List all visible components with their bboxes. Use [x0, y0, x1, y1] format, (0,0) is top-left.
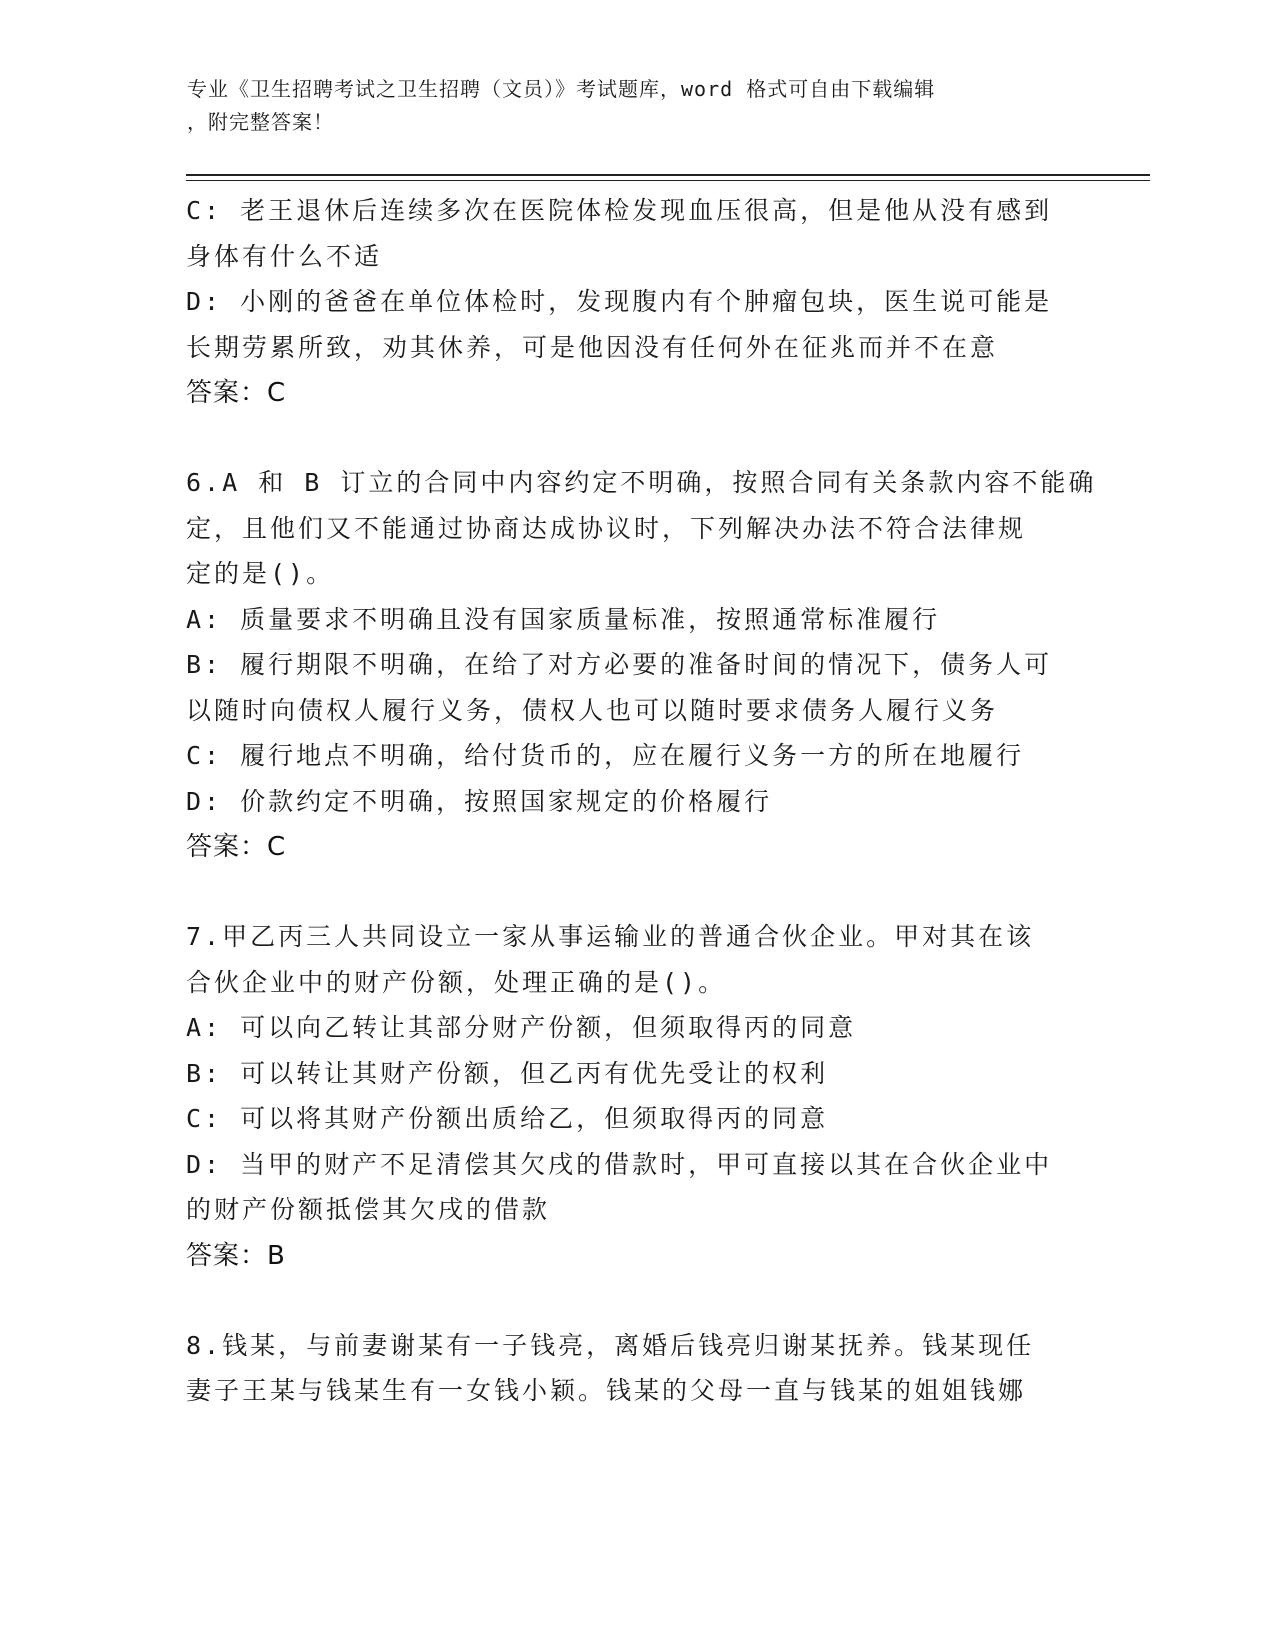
question-6-option: B: 履行期限不明确，在给了对方必要的准备时间的情况下，债务人可: [186, 650, 1053, 679]
question-6-option: D: 价款约定不明确，按照国家规定的价格履行: [186, 786, 773, 816]
question-6-option: A: 质量要求不明确且没有国家质量标准，按照通常标准履行: [186, 604, 941, 634]
question-5-line: C: 老王退休后连续多次在医院体检发现血压很高，但是他从没有感到: [186, 196, 1053, 225]
document-header: [187, 73, 1067, 139]
spacer: [186, 1279, 1086, 1323]
question-5-line: D: 小刚的爸爸在单位体检时，发现腹内有个肿瘤包块，医生说可能是: [186, 287, 1053, 316]
document-body: [186, 188, 1097, 1414]
question-8-line: 8.钱某，与前妻谢某有一子钱亮，离婚后钱亮归谢某抚养。钱某现任: [186, 1330, 1035, 1360]
header-line-1: 专业《卫生招聘考试之卫生招聘（文员）》考试题库，word 格式可自由下载编辑: [187, 77, 936, 101]
question-8-block: [186, 1323, 1086, 1414]
spacer: [186, 870, 1086, 914]
question-7-option: C: 可以将其财产份额出质给乙，但须取得丙的同意: [186, 1104, 829, 1133]
question-7-line: 7.甲乙丙三人共同设立一家从事运输业的普通合伙企业。甲对其在该: [186, 922, 1035, 951]
question-7-option: 的财产份额抵偿其欠戌的借款: [186, 1195, 551, 1224]
question-6-line: 6.A 和 B 订立的合同中内容约定不明确，按照合同有关条款内容不能确: [186, 468, 1097, 497]
question-6-line: 定的是()。: [186, 559, 335, 588]
header-rule-thick: [186, 174, 1150, 176]
question-7-option: D: 当甲的财产不足清偿其欠戌的借款时，甲可直接以其在合伙企业中: [186, 1149, 1053, 1179]
question-8-line: 妻子王某与钱某生有一女钱小颖。钱某的父母一直与钱某的姐姐钱娜: [186, 1376, 1027, 1405]
question-6-option: C: 履行地点不明确，给付货币的，应在履行义务一方的所在地履行: [186, 741, 1025, 770]
question-7-line: 合伙企业中的财产份额，处理正确的是()。: [186, 967, 727, 997]
question-7-block: [186, 914, 1086, 1279]
header-rule-thin: [186, 180, 1150, 181]
question-7-answer: 答案：B: [186, 1240, 286, 1271]
question-6-line: 定，且他们又不能通过协商达成协议时，下列解决办法不符合法律规: [186, 513, 1027, 543]
question-6-option: 以随时向债权人履行义务，债权人也可以随时要求债务人履行义务: [186, 695, 999, 725]
question-7-option: A: 可以向乙转让其部分财产份额，但须取得丙的同意: [186, 1013, 857, 1042]
question-5-block: [186, 188, 1086, 416]
question-6-block: [186, 460, 1097, 870]
question-7-option: B: 可以转让其财产份额，但乙丙有优先受让的权利: [186, 1058, 829, 1088]
question-6-answer: 答案：C: [186, 832, 287, 862]
question-5-line: 身体有什么不适: [186, 241, 383, 271]
question-5-answer: 答案：C: [186, 378, 287, 408]
header-line-2: ，附完整答案！: [187, 110, 334, 134]
question-5-line: 长期劳累所致，劝其休养，可是他因没有任何外在征兆而并不在意: [186, 332, 999, 362]
spacer: [186, 416, 1086, 460]
